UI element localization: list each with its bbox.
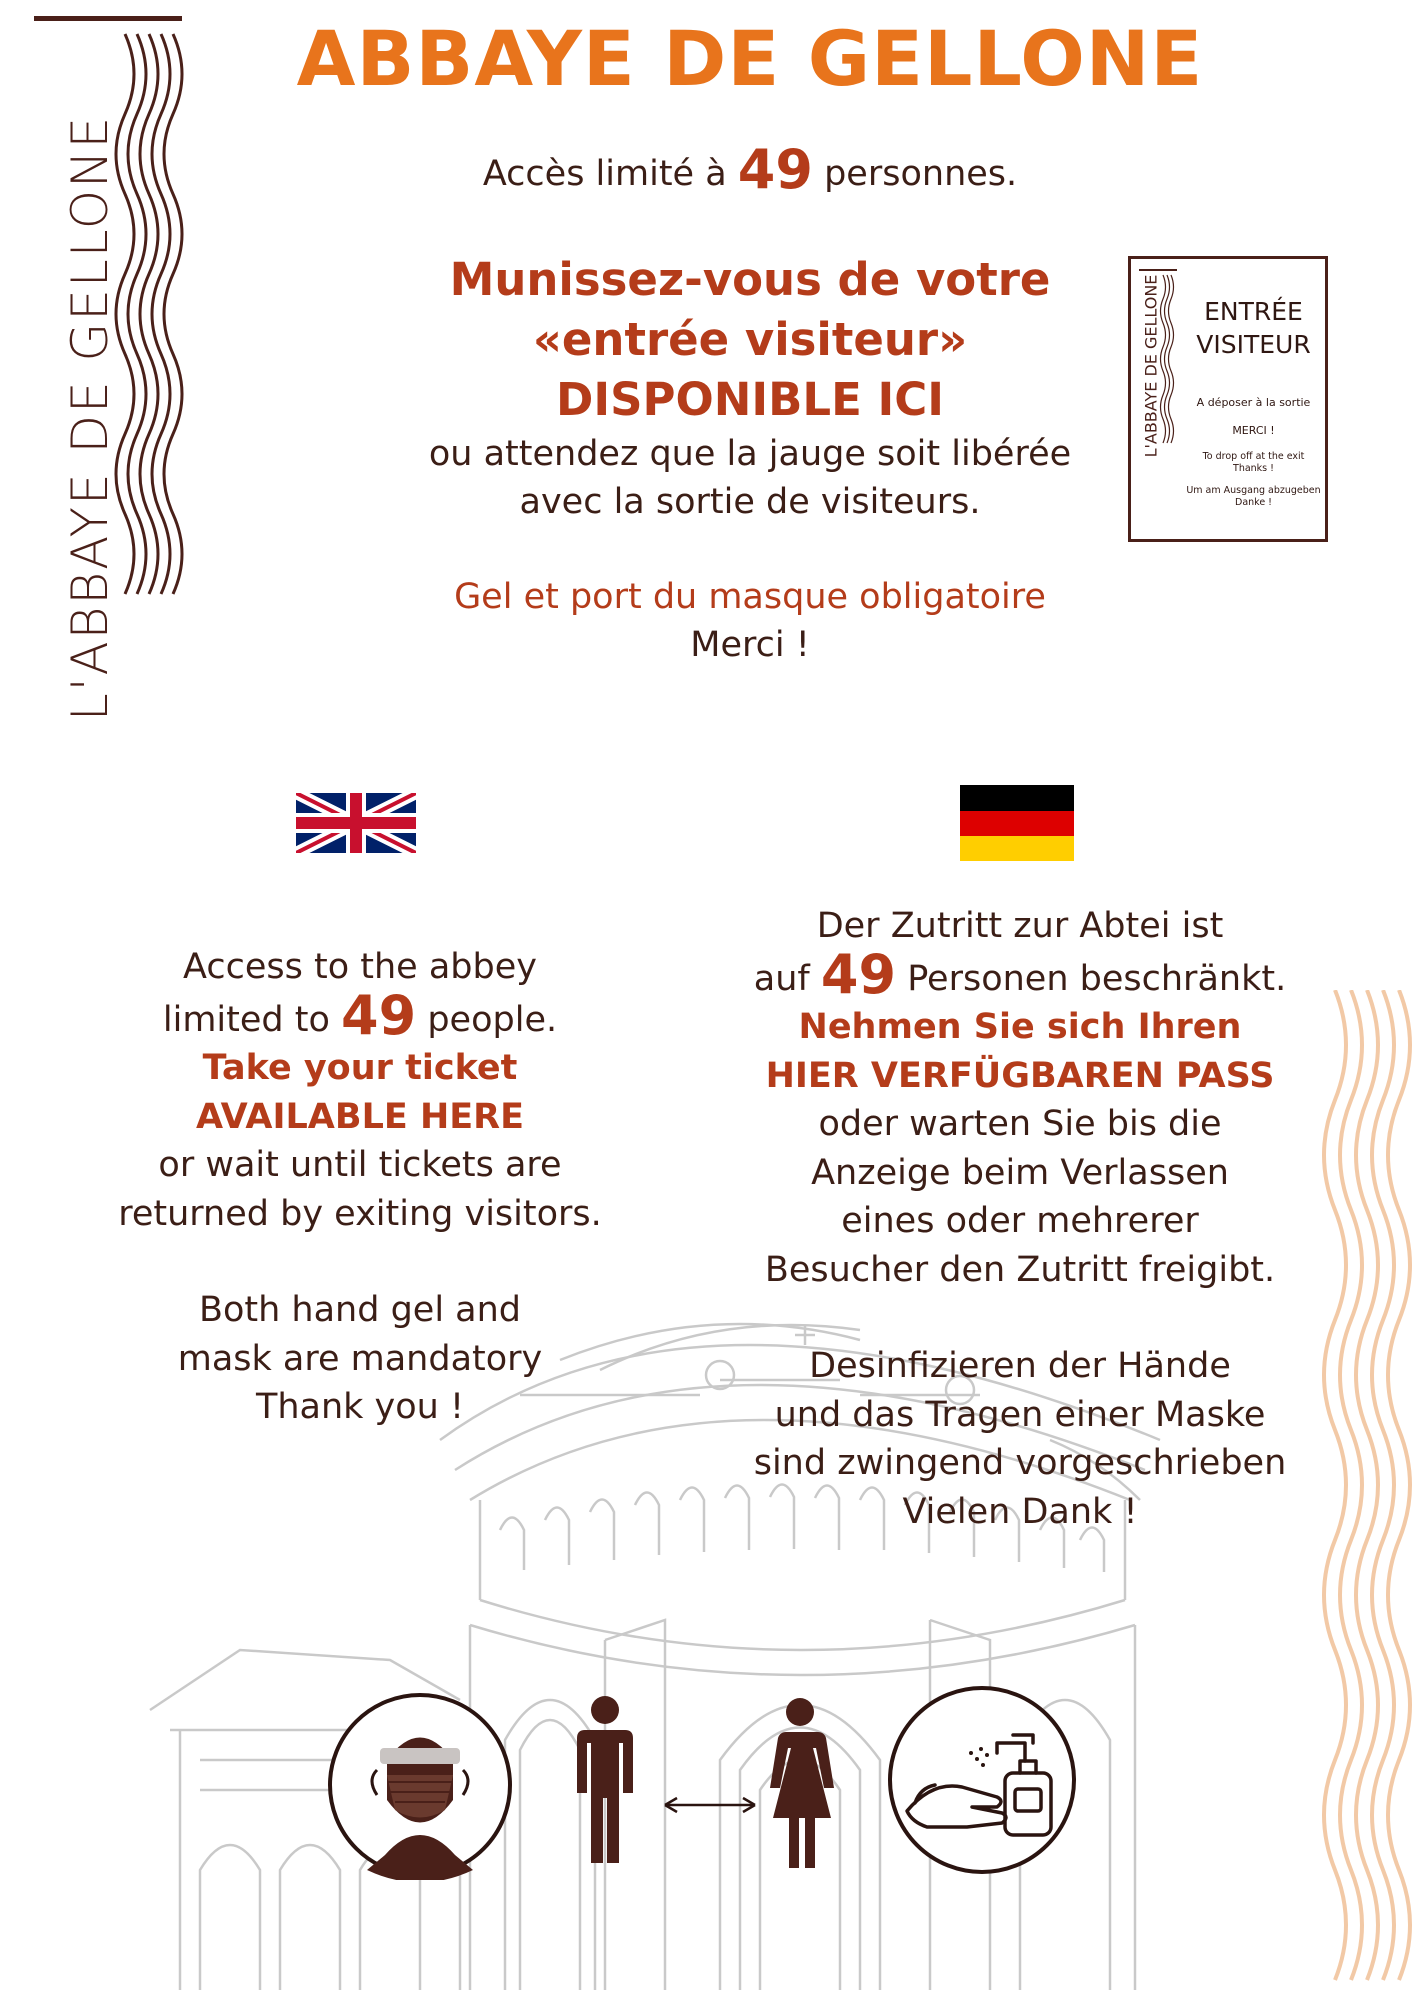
english-section [60,943,660,1432]
german-section [700,902,1340,1536]
fr-merci: Merci ! [690,625,810,665]
de-line-7: eines oder mehrerer [841,1201,1199,1241]
page-title: ABBAYE DE GELLONE [296,14,1204,103]
en-limit-post: people. [427,999,558,1040]
en-limit-number: 49 [341,983,417,1047]
en-line-8: mask are mandatory [177,1338,543,1379]
distancing-icon [570,1690,840,1890]
en-line-5: or wait until tickets are [158,1145,562,1185]
de-limit-number: 49 [820,942,897,1006]
ticket-merci: MERCI ! [1232,424,1275,437]
german-flag-icon [960,785,1074,861]
fr-wait-2: avec la sortie de visiteurs. [519,482,981,522]
de-line-6: Anzeige beim Verlassen [811,1152,1229,1193]
de-limit [700,942,1340,1006]
visitor-ticket-card [1128,256,1328,542]
de-line-3: Nehmen Sie sich Ihren [798,1007,1242,1047]
de-line-9: Desinfizieren der Hände [809,1346,1231,1386]
uk-flag-icon [296,786,416,860]
ticket-title-1: ENTRÉE [1204,297,1303,326]
ticket-de-1: Um am Ausgang abzugeben [1186,485,1321,496]
de-line-5: oder warten Sie bis die [818,1104,1222,1144]
fr-limit-number: 49 [737,138,813,201]
de-line-12: Vielen Dank ! [902,1491,1138,1532]
en-line-9: Thank you ! [255,1387,465,1427]
de-line-8: Besucher den Zutritt freigibt. [764,1249,1276,1290]
en-line-7: Both hand gel and [198,1290,522,1330]
de-line-11: sind zwingend vorgeschrieben [753,1443,1287,1483]
fr-gel-line: Gel et port du masque obligatoire [454,577,1046,617]
en-limit-pre: limited to [162,999,330,1040]
ticket-side-title: L'ABBAYE DE GELLONE [1141,274,1161,458]
ticket-title-2: VISITEUR [1196,330,1311,359]
en-line-4: AVAILABLE HERE [195,1096,525,1137]
ticket-en-2: Thanks ! [1233,463,1274,474]
hand-sanitizer-icon [885,1683,1080,1878]
fr-access-limit [380,138,1120,201]
ticket-de-2: Danke ! [1235,497,1272,508]
fr-limit-post: personnes. [824,154,1018,194]
fr-ticket-instructions [360,250,1140,430]
fr-line-3: DISPONIBLE ICI [555,373,945,426]
ticket-deposit: A déposer à la sortie [1196,396,1311,409]
en-line-1: Access to the abbey [183,947,537,987]
fr-gel-text [330,573,1170,669]
ticket-title [1181,295,1326,361]
side-title: L'ABBAYE DE GELLONE [61,114,119,722]
de-line-10: und das Tragen einer Maske [774,1394,1266,1435]
mask-face-icon [325,1690,515,1880]
fr-wait-1: ou attendez que la jauge soit libérée [428,434,1072,474]
fr-wait-text [330,430,1170,526]
ticket-en-1: To drop off at the exit [1202,451,1305,462]
fr-limit-pre: Accès limité à [482,154,727,194]
de-line-4: HIER VERFÜGBAREN PASS [765,1055,1275,1096]
en-limit [60,983,660,1047]
fr-line-2: «entrée visiteur» [532,313,968,366]
fr-line-1: Munissez-vous de votre [449,253,1051,306]
de-limit-pre: auf [753,958,810,999]
de-line-1: Der Zutritt zur Abtei ist [816,906,1224,946]
en-line-6: returned by exiting visitors. [118,1193,602,1234]
en-line-3: Take your ticket [202,1048,518,1088]
de-limit-post: Personen beschränkt. [907,958,1287,999]
